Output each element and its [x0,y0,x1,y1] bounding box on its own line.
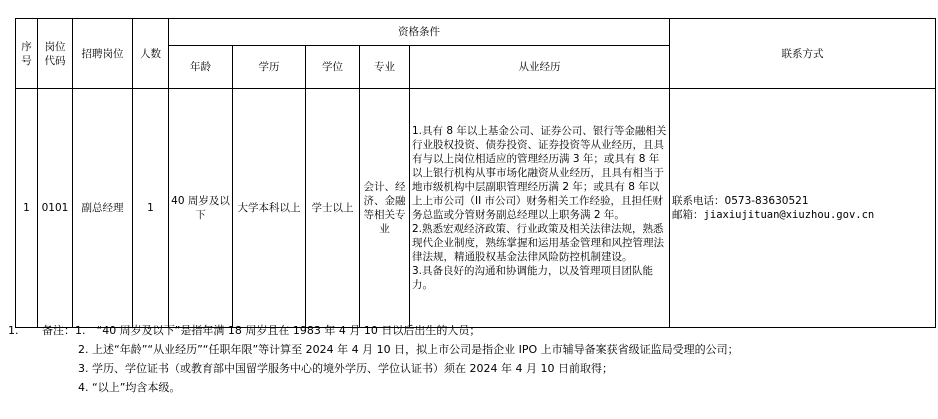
header-post: 招聘岗位 [73,19,133,89]
header-qualifications: 资格条件 [169,19,670,46]
header-contact: 联系方式 [670,19,936,89]
header-degree: 学位 [306,46,360,89]
note-item-4: 4. “以上”均含本级。 [78,381,181,394]
experience-item-1: 1.具有 8 年以上基金公司、证券公司、银行等金融相关行业股权投资、债券投资、证券投资等从业经历，且具有与以上岗位相适应的管理经历满 3 年；或具有 8 年以上银行机构从事市场化融资从业经历，且具有相当于地市级机构中层副职管理经历满 2 年；或具有 8 年以上上市公司（II 市公司）财务相关工作经验，且担任财务总监或分管财务副总经理以上职务满 2 年。 [412,125,667,221]
cell-count: 1 [133,89,169,328]
experience-item-2: 2.熟悉宏观经济政策、行业政策及相关法律法规，熟悉现代企业制度，熟练掌握和运用基金管理和风控管理法律法规，精通股权基金法律风险防控机制建设。 [412,223,664,263]
notes-label: 备注： [42,324,75,337]
note-line-4 [8,378,739,397]
cell-experience [410,89,670,328]
cell-contact [670,89,936,328]
header-count: 人数 [133,19,169,89]
notes [8,321,739,397]
note-item-1: 1. “40 周岁及以下”是指年满 18 周岁且在 1983 年 4 月 10 日以后出生的人员； [75,324,481,337]
header-seq: 序号 [16,19,38,89]
note-line-1 [8,321,739,340]
cell-degree: 学士以上 [306,89,360,328]
cell-major: 会计、经济、金融等相关专业 [360,89,410,328]
note-item-2: 2. 上述“年龄”“从业经历”“任职年限”等计算至 2024 年 4 月 10 日，拟上市公司是指企业 IPO 上市辅导备案获省级证监局受理的公司； [78,343,739,356]
header-age: 年龄 [169,46,233,89]
cell-education: 大学本科以上 [233,89,306,328]
note-item-3: 3. 学历、学位证书（或教育部中国留学服务中心的境外学历、学位认证书）须在 2024 年 4 月 10 日前取得； [78,362,613,375]
note-line-3 [8,359,739,378]
contact-phone: 联系电话：0573-83630521 [672,195,809,207]
header-education: 学历 [233,46,306,89]
header-experience: 从业经历 [410,46,670,89]
header-post-code: 岗位代码 [38,19,73,89]
note-line-2 [8,340,739,359]
experience-item-3: 3.具备良好的沟通和协调能力，以及管理项目团队能力。 [412,265,654,291]
cell-seq: 1 [16,89,38,328]
header-major: 专业 [360,46,410,89]
notes-number: 1. [8,324,19,337]
cell-post-code: 0101 [38,89,73,328]
recruitment-table [15,18,936,328]
cell-post: 副总经理 [73,89,133,328]
cell-age: 40 周岁及以下 [169,89,233,328]
contact-email: 邮箱：jiaxiujituan@xiuzhou.gov.cn [672,209,875,221]
table-row [16,89,936,328]
